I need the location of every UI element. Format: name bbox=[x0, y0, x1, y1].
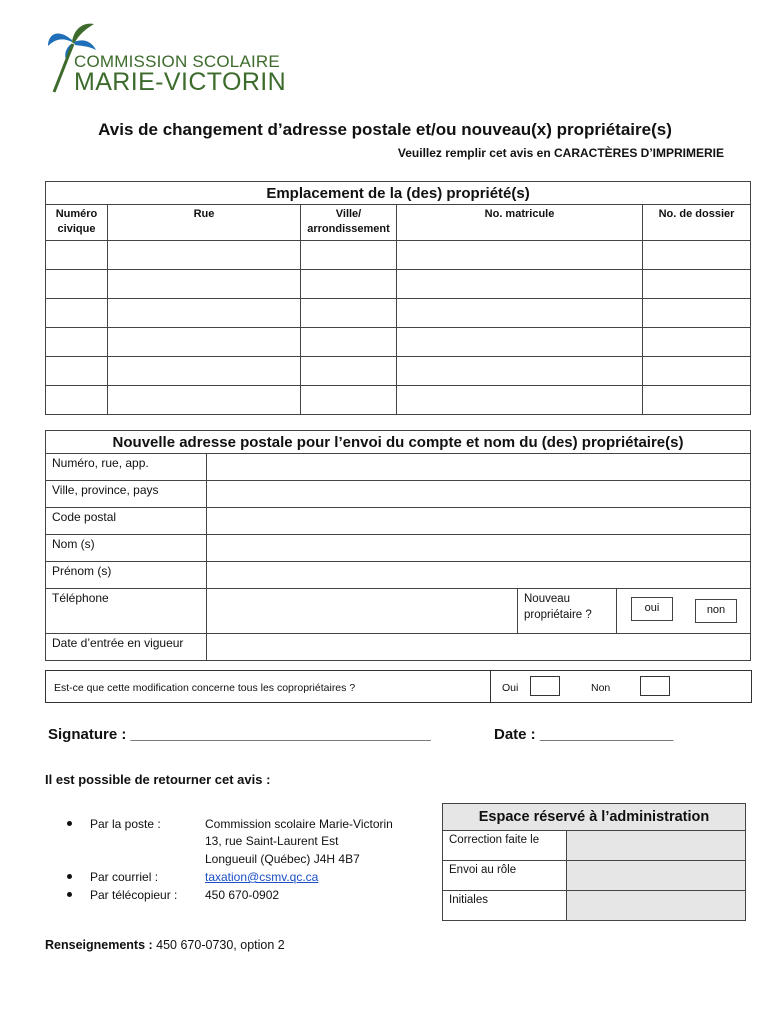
coowners-question: Est-ce que cette modification concerne tous les copropriétaires ? bbox=[54, 682, 356, 694]
logo-line-2: MARIE-VICTORIN bbox=[74, 68, 287, 96]
civic-cell[interactable] bbox=[46, 299, 108, 328]
header-dossier: No. de dossier bbox=[643, 205, 751, 241]
table-row bbox=[46, 270, 751, 299]
matricule-cell[interactable] bbox=[397, 357, 643, 386]
matricule-cell[interactable] bbox=[397, 241, 643, 270]
postal-code-field[interactable] bbox=[207, 508, 751, 535]
signature-line[interactable]: Signature : ____________________________________ bbox=[48, 726, 431, 743]
street-cell[interactable] bbox=[108, 328, 301, 357]
admin-caption: Espace réservé à l’administration bbox=[443, 804, 746, 831]
bullet-icon bbox=[67, 874, 72, 879]
civic-cell[interactable] bbox=[46, 270, 108, 299]
name-label: Nom (s) bbox=[46, 535, 207, 562]
email-label: Par courriel : bbox=[90, 870, 159, 884]
city-field[interactable] bbox=[207, 481, 751, 508]
matricule-cell[interactable] bbox=[397, 270, 643, 299]
postal-code-label: Code postal bbox=[46, 508, 207, 535]
post-label: Par la poste : bbox=[90, 817, 161, 831]
header-city-line2: arrondissement bbox=[307, 223, 390, 235]
new-owner-line1: Nouveau bbox=[524, 593, 571, 605]
civic-cell[interactable] bbox=[46, 241, 108, 270]
effective-date-label: Date d’entrée en vigueur bbox=[46, 634, 207, 661]
dossier-cell[interactable] bbox=[643, 299, 751, 328]
header-civic-number bbox=[46, 205, 108, 241]
header-matricule: No. matricule bbox=[397, 205, 643, 241]
new-owner-non-box[interactable]: non bbox=[695, 599, 737, 623]
street-cell[interactable] bbox=[108, 241, 301, 270]
admin-reserved-table bbox=[442, 803, 746, 921]
information-line bbox=[45, 938, 285, 952]
street-cell[interactable] bbox=[108, 357, 301, 386]
form-subtitle: Veuillez remplir cet avis en CARACTÈRES D’IMPRIMERIE bbox=[397, 146, 724, 160]
coowners-non-label: Non bbox=[591, 682, 611, 694]
coowners-oui-checkbox[interactable] bbox=[530, 676, 560, 696]
dossier-cell[interactable] bbox=[643, 328, 751, 357]
divider bbox=[490, 671, 491, 702]
dossier-cell[interactable] bbox=[643, 270, 751, 299]
street-cell[interactable] bbox=[108, 386, 301, 415]
new-owner-line2: propriétaire ? bbox=[524, 609, 592, 621]
admin-correction-field[interactable] bbox=[567, 831, 746, 861]
table-row bbox=[46, 386, 751, 415]
city-cell[interactable] bbox=[301, 299, 397, 328]
matricule-cell[interactable] bbox=[397, 299, 643, 328]
return-methods-title: Il est possible de retourner cet avis : bbox=[45, 772, 271, 787]
property-location-table bbox=[45, 181, 751, 415]
new-owner-label bbox=[518, 589, 617, 634]
fax-label: Par télécopieur : bbox=[90, 888, 178, 902]
city-label: Ville, province, pays bbox=[46, 481, 207, 508]
city-cell[interactable] bbox=[301, 241, 397, 270]
street-cell[interactable] bbox=[108, 299, 301, 328]
firstname-field[interactable] bbox=[207, 562, 751, 589]
date-line[interactable]: Date : ________________ bbox=[494, 726, 674, 743]
phone-field[interactable] bbox=[207, 589, 518, 634]
header-civic-line1: Numéro bbox=[55, 208, 98, 220]
organization-logo bbox=[44, 20, 294, 98]
information-phone: 450 670-0730, option 2 bbox=[152, 938, 285, 952]
post-line-1: Commission scolaire Marie-Victorin bbox=[205, 817, 393, 831]
matricule-cell[interactable] bbox=[397, 328, 643, 357]
form-title: Avis de changement d’adresse postale et/ou nouveau(x) propriétaire(s) bbox=[98, 120, 672, 139]
bullet-icon bbox=[67, 892, 72, 897]
matricule-cell[interactable] bbox=[397, 386, 643, 415]
header-city-line1: Ville/ bbox=[335, 208, 362, 220]
information-label: Renseignements : bbox=[45, 938, 153, 952]
header-civic-line2: civique bbox=[57, 223, 96, 235]
new-owner-options bbox=[617, 589, 751, 634]
name-field[interactable] bbox=[207, 535, 751, 562]
header-city bbox=[301, 205, 397, 241]
address-table-caption: Nouvelle adresse postale pour l’envoi du compte et nom du (des) propriétaire(s) bbox=[46, 431, 751, 454]
civic-cell[interactable] bbox=[46, 357, 108, 386]
admin-initials-label: Initiales bbox=[443, 891, 567, 921]
street-field[interactable] bbox=[207, 454, 751, 481]
table-row bbox=[46, 328, 751, 357]
header-street: Rue bbox=[108, 205, 301, 241]
dossier-cell[interactable] bbox=[643, 241, 751, 270]
phone-label: Téléphone bbox=[46, 589, 207, 634]
post-line-2: 13, rue Saint-Laurent Est bbox=[205, 834, 339, 848]
street-label: Numéro, rue, app. bbox=[46, 454, 207, 481]
property-table-caption: Emplacement de la (des) propriété(s) bbox=[46, 182, 751, 205]
post-line-3: Longueuil (Québec) J4H 4B7 bbox=[205, 852, 360, 866]
civic-cell[interactable] bbox=[46, 386, 108, 415]
coowners-question-box bbox=[45, 670, 752, 703]
effective-date-field[interactable] bbox=[207, 634, 751, 661]
city-cell[interactable] bbox=[301, 328, 397, 357]
fax-number: 450 670-0902 bbox=[205, 888, 280, 902]
firstname-label: Prénom (s) bbox=[46, 562, 207, 589]
admin-initials-field[interactable] bbox=[567, 891, 746, 921]
dossier-cell[interactable] bbox=[643, 357, 751, 386]
admin-correction-label: Correction faite le bbox=[443, 831, 567, 861]
city-cell[interactable] bbox=[301, 357, 397, 386]
table-row bbox=[46, 299, 751, 328]
street-cell[interactable] bbox=[108, 270, 301, 299]
table-row bbox=[46, 357, 751, 386]
new-owner-oui-box[interactable]: oui bbox=[631, 597, 673, 621]
civic-cell[interactable] bbox=[46, 328, 108, 357]
logo-line-1: COMMISSION SCOLAIRE bbox=[74, 52, 280, 71]
table-row bbox=[46, 241, 751, 270]
admin-role-label: Envoi au rôle bbox=[443, 861, 567, 891]
new-address-table bbox=[45, 430, 751, 661]
coowners-non-checkbox[interactable] bbox=[640, 676, 670, 696]
dossier-cell[interactable] bbox=[643, 386, 751, 415]
bullet-icon bbox=[67, 821, 72, 826]
city-cell[interactable] bbox=[301, 270, 397, 299]
admin-role-field[interactable] bbox=[567, 861, 746, 891]
email-link[interactable]: taxation@csmv.qc.ca bbox=[205, 870, 319, 884]
coowners-oui-label: Oui bbox=[502, 682, 519, 694]
city-cell[interactable] bbox=[301, 386, 397, 415]
